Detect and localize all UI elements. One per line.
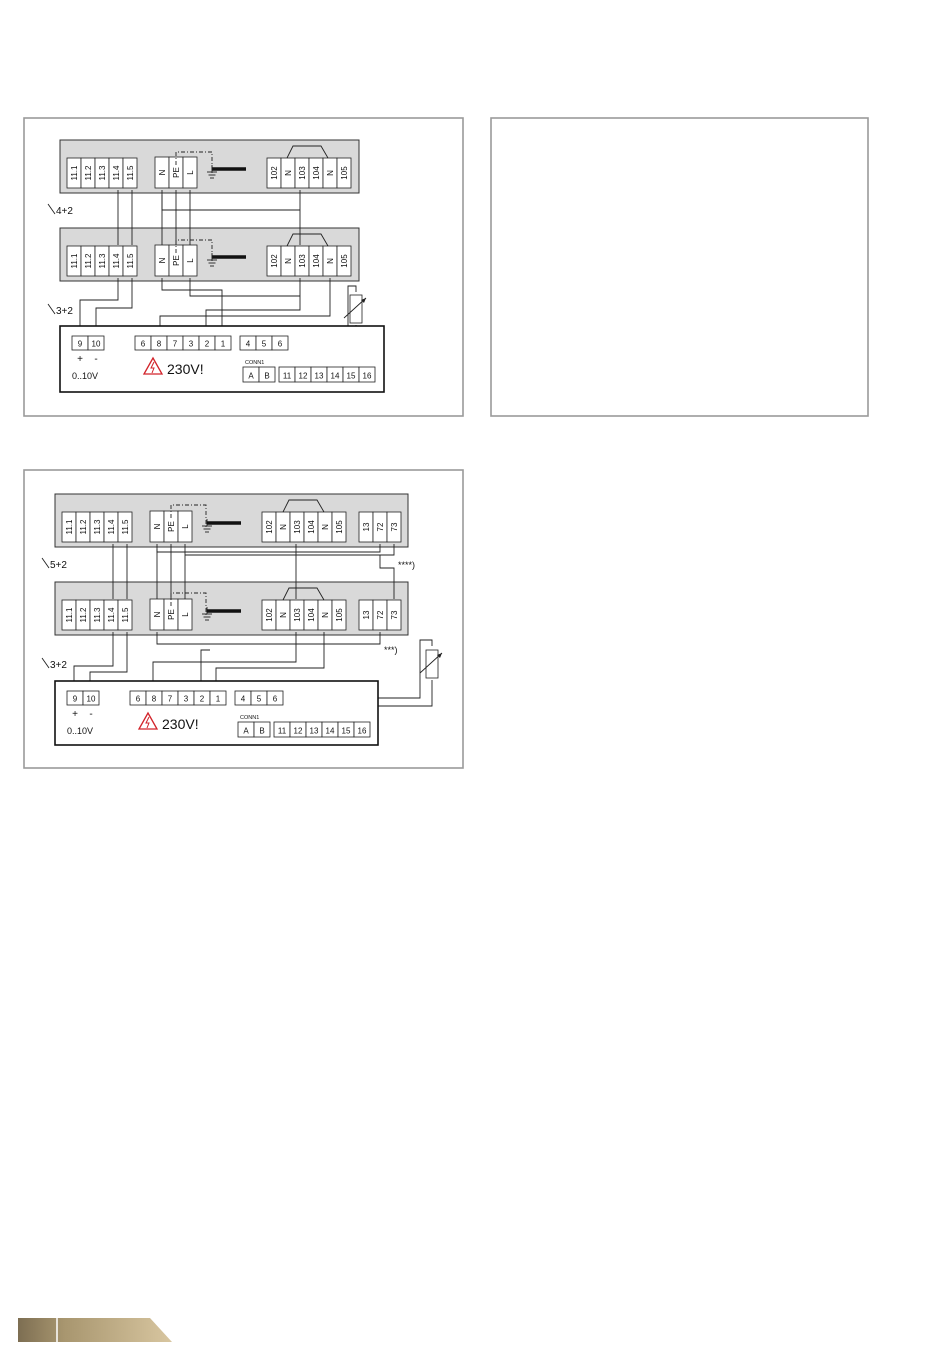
terminal-label: 11.1 bbox=[70, 165, 79, 181]
terminal-label: 11.4 bbox=[107, 607, 116, 623]
terminal-strip-conn bbox=[243, 367, 275, 382]
terminal-label: L bbox=[181, 524, 190, 529]
label-3-2: 3+2 bbox=[50, 660, 67, 671]
terminal-label: 6 bbox=[140, 339, 146, 349]
terminal-label: 13 bbox=[314, 371, 324, 381]
terminal-strip-outputs bbox=[262, 512, 346, 542]
terminal-label: 11.5 bbox=[121, 519, 130, 535]
terminal-strip-analog bbox=[67, 691, 99, 705]
terminal-label: 12 bbox=[293, 726, 303, 736]
terminal-label: 103 bbox=[298, 166, 307, 180]
terminal-label: 9 bbox=[77, 339, 83, 349]
terminal-label: 11.2 bbox=[79, 607, 88, 623]
terminal-label: 12 bbox=[298, 371, 308, 381]
terminal-label: 13 bbox=[362, 522, 371, 532]
terminal-label: L bbox=[181, 612, 190, 617]
terminal-strip-inputs bbox=[62, 512, 132, 542]
terminal-label: 11 bbox=[282, 371, 292, 381]
empty-frame bbox=[491, 118, 868, 416]
terminal-label: PE bbox=[167, 521, 176, 532]
terminal-label: 11.2 bbox=[84, 253, 93, 269]
terminal-label: 104 bbox=[312, 254, 321, 268]
terminal-label: 1 bbox=[215, 694, 221, 704]
terminal-label: 6 bbox=[272, 694, 278, 704]
terminal-label: 11.3 bbox=[98, 253, 107, 269]
terminal-strip-aux bbox=[240, 336, 288, 350]
terminal-label: 11.1 bbox=[65, 519, 74, 535]
terminal-label: 104 bbox=[312, 166, 321, 180]
label-4-2: 4+2 bbox=[56, 206, 73, 217]
terminal-label: 6 bbox=[277, 339, 283, 349]
terminal-label: 7 bbox=[172, 339, 178, 349]
terminal-label: 13 bbox=[362, 610, 371, 620]
terminal-label: 6 bbox=[135, 694, 141, 704]
potentiometer-1 bbox=[350, 295, 362, 323]
conn-label: CONN1 bbox=[240, 715, 260, 721]
label-3-2: 3+2 bbox=[56, 306, 73, 317]
terminal-label: 102 bbox=[270, 166, 279, 180]
terminal-label: 102 bbox=[265, 608, 274, 622]
terminal-strip-inputs bbox=[62, 600, 132, 630]
potentiometer-2 bbox=[426, 650, 438, 678]
terminal-strip-outputs bbox=[262, 600, 346, 630]
terminal-label: 3 bbox=[183, 694, 189, 704]
terminal-label: 14 bbox=[330, 371, 340, 381]
terminal-label: B bbox=[264, 371, 270, 381]
terminal-strip-sensor bbox=[274, 722, 370, 737]
terminal-strip-conn bbox=[238, 722, 270, 737]
terminal-label: N bbox=[279, 612, 288, 618]
terminal-label: 105 bbox=[335, 520, 344, 534]
terminal-label: 16 bbox=[357, 726, 367, 736]
terminal-strip-extra bbox=[359, 512, 401, 542]
terminal-strip-analog bbox=[72, 336, 104, 350]
terminal-label: 11.1 bbox=[65, 607, 74, 623]
analog-range: 0..10V bbox=[67, 726, 94, 736]
terminal-label: N bbox=[153, 523, 162, 530]
terminal-label: 105 bbox=[340, 166, 349, 180]
terminal-label: N bbox=[279, 524, 288, 530]
terminal-label: 11.4 bbox=[107, 519, 116, 535]
terminal-strip-relay bbox=[130, 691, 226, 705]
terminal-label: 105 bbox=[335, 608, 344, 622]
terminal-label: N bbox=[321, 524, 330, 530]
terminal-label: N bbox=[158, 257, 167, 264]
terminal-label: 102 bbox=[265, 520, 274, 534]
voltage-warning: 230V! bbox=[162, 716, 199, 732]
voltage-warning: 230V! bbox=[167, 361, 204, 377]
terminal-label: 72 bbox=[376, 610, 385, 620]
terminal-label: 7 bbox=[167, 694, 173, 704]
terminal-label: 11.4 bbox=[112, 165, 121, 181]
terminal-label: 11.5 bbox=[121, 607, 130, 623]
terminal-label: 73 bbox=[390, 522, 399, 532]
terminal-label: N bbox=[284, 170, 293, 176]
terminal-label: 4 bbox=[245, 339, 251, 349]
terminal-label: N bbox=[326, 170, 335, 176]
note-three-star: ***) bbox=[384, 645, 398, 655]
terminal-label: 10 bbox=[86, 694, 96, 704]
terminal-label: 5 bbox=[256, 694, 262, 704]
terminal-label: 13 bbox=[309, 726, 319, 736]
terminal-label: 102 bbox=[270, 254, 279, 268]
terminal-label: 3 bbox=[188, 339, 194, 349]
analog-range: 0..10V bbox=[72, 371, 99, 381]
terminal-label: N bbox=[321, 612, 330, 618]
terminal-strip-outputs bbox=[267, 158, 351, 188]
terminal-label: 5 bbox=[261, 339, 267, 349]
analog-sign: - bbox=[94, 354, 98, 365]
terminal-label: 11.4 bbox=[112, 253, 121, 269]
terminal-label: PE bbox=[172, 255, 181, 266]
terminal-label: 104 bbox=[307, 520, 316, 534]
terminal-label: N bbox=[284, 258, 293, 264]
terminal-label: 11.3 bbox=[98, 165, 107, 181]
terminal-label: 73 bbox=[390, 610, 399, 620]
terminal-label: 9 bbox=[72, 694, 78, 704]
terminal-label: PE bbox=[172, 167, 181, 178]
terminal-label: N bbox=[158, 169, 167, 176]
terminal-label: 103 bbox=[293, 608, 302, 622]
terminal-strip-extra bbox=[359, 600, 401, 630]
terminal-label: 11.1 bbox=[70, 253, 79, 269]
terminal-label: 11.3 bbox=[93, 607, 102, 623]
terminal-label: 8 bbox=[151, 694, 157, 704]
terminal-label: PE bbox=[167, 609, 176, 620]
terminal-label: 11.3 bbox=[93, 519, 102, 535]
terminal-label: 8 bbox=[156, 339, 162, 349]
terminal-label: A bbox=[248, 371, 254, 381]
note-four-star: ****) bbox=[398, 560, 416, 570]
analog-sign: + bbox=[77, 354, 83, 365]
terminal-strip-aux bbox=[235, 691, 283, 705]
terminal-label: B bbox=[259, 726, 265, 736]
terminal-label: 103 bbox=[293, 520, 302, 534]
terminal-label: 72 bbox=[376, 522, 385, 532]
terminal-label: L bbox=[186, 170, 195, 175]
terminal-strip-sensor bbox=[279, 367, 375, 382]
terminal-label: 105 bbox=[340, 254, 349, 268]
wiring-diagram-1 bbox=[48, 140, 384, 392]
terminal-label: 10 bbox=[91, 339, 101, 349]
terminal-label: 2 bbox=[199, 694, 205, 704]
terminal-label: 16 bbox=[362, 371, 372, 381]
terminal-label: 11.5 bbox=[126, 165, 135, 181]
terminal-label: N bbox=[326, 258, 335, 264]
terminal-label: 11.2 bbox=[84, 165, 93, 181]
terminal-label: N bbox=[153, 611, 162, 618]
footer-bar bbox=[18, 1318, 172, 1342]
terminal-label: 15 bbox=[341, 726, 351, 736]
label-5-2: 5+2 bbox=[50, 560, 67, 571]
terminal-strip-inputs bbox=[67, 158, 137, 188]
terminal-label: 11.5 bbox=[126, 253, 135, 269]
terminal-label: 11.2 bbox=[79, 519, 88, 535]
terminal-label: 11 bbox=[277, 726, 287, 736]
terminal-label: 104 bbox=[307, 608, 316, 622]
conn-label: CONN1 bbox=[245, 360, 265, 366]
terminal-label: 103 bbox=[298, 254, 307, 268]
terminal-label: 1 bbox=[220, 339, 226, 349]
terminal-label: 2 bbox=[204, 339, 210, 349]
terminal-label: 4 bbox=[240, 694, 246, 704]
terminal-strip-outputs bbox=[267, 246, 351, 276]
analog-sign: - bbox=[89, 709, 93, 720]
terminal-label: 14 bbox=[325, 726, 335, 736]
terminal-label: A bbox=[243, 726, 249, 736]
analog-sign: + bbox=[72, 709, 78, 720]
terminal-strip-relay bbox=[135, 336, 231, 350]
terminal-label: L bbox=[186, 258, 195, 263]
terminal-strip-inputs bbox=[67, 246, 137, 276]
terminal-label: 15 bbox=[346, 371, 356, 381]
